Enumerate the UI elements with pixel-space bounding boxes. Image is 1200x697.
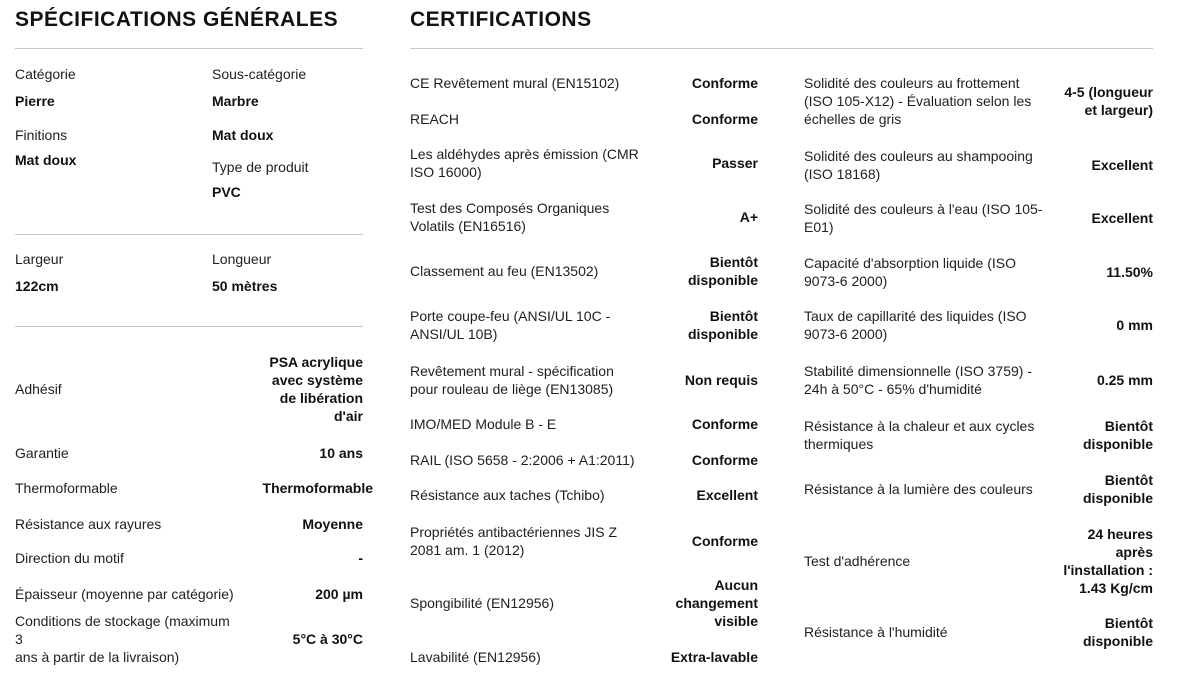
finitions-value: Mat doux xyxy=(15,152,77,168)
general-title: SPÉCIFICATIONS GÉNÉRALES xyxy=(15,8,339,31)
cert-value: Excellent xyxy=(1091,210,1153,226)
cert-value: Bientôt disponible xyxy=(1083,418,1153,452)
certifications-title: CERTIFICATIONS xyxy=(410,8,592,31)
cert-value: Excellent xyxy=(696,487,758,503)
cert-value: Bientôt disponible xyxy=(688,254,758,288)
spec-label: Thermoformable xyxy=(15,480,118,496)
cert-row xyxy=(804,592,1153,672)
cert-value: Passer xyxy=(712,155,758,171)
finitions-value-2: Mat doux xyxy=(212,127,274,143)
cert-label: Solidité des couleurs au shampooing (ISO 18168) xyxy=(804,148,1033,182)
spec-value: 200 µm xyxy=(315,586,363,602)
spec-label: Garantie xyxy=(15,445,69,461)
categorie-label: Catégorie xyxy=(15,66,76,82)
sous-categorie-value: Marbre xyxy=(212,93,259,109)
cert-row xyxy=(410,617,758,697)
cert-value: Conforme xyxy=(691,416,758,432)
spec-row xyxy=(15,599,373,679)
type-value: PVC xyxy=(212,184,241,200)
largeur-label: Largeur xyxy=(15,251,64,267)
finitions-label: Finitions xyxy=(15,127,68,143)
cert-label: Revêtement mural - spécification pour rouleau de liège (EN13085) xyxy=(410,363,614,397)
cert-value: Conforme xyxy=(691,75,758,91)
cert-value: Conforme xyxy=(691,111,758,127)
largeur-value: 122cm xyxy=(15,278,59,294)
cert-value: Bientôt disponible xyxy=(688,308,758,342)
cert-value: Non requis xyxy=(684,372,758,388)
general-title-rule xyxy=(15,48,363,49)
cert-value: Conforme xyxy=(691,533,758,549)
cert-value: Excellent xyxy=(1091,157,1153,173)
cert-row xyxy=(804,521,1153,601)
rule-properties xyxy=(15,326,363,327)
spec-value: - xyxy=(358,550,363,566)
cert-label: Capacité d'absorption liquide (ISO 9073-6 2000) xyxy=(804,255,1017,289)
spec-value: PSA acrylique avec système de libération d'air xyxy=(269,354,363,424)
cert-value: 0 mm xyxy=(1116,317,1153,333)
cert-label: CE Revêtement mural (EN15102) xyxy=(410,75,620,91)
spec-label: Adhésif xyxy=(15,381,62,397)
cert-label: IMO/MED Module B - E xyxy=(410,416,557,432)
spec-value: 5°C à 30°C xyxy=(292,631,363,647)
spec-label: Résistance aux rayures xyxy=(15,516,162,532)
spec-value: Moyenne xyxy=(302,516,363,532)
cert-label: Spongibilité (EN12956) xyxy=(410,595,554,611)
cert-label: Résistance à la lumière des couleurs xyxy=(804,481,1033,497)
spec-label: Conditions de stockage (maximum 3 ans à partir de la livraison) xyxy=(15,613,230,665)
cert-label: REACH xyxy=(410,111,460,127)
rule-dimensions xyxy=(15,234,363,235)
cert-value: 11.50% xyxy=(1106,264,1153,280)
cert-label: RAIL (ISO 5658 - 2:2006 + A1:2011) xyxy=(410,452,635,468)
cert-label: Résistance à la chaleur et aux cycles thermiques xyxy=(804,418,1035,452)
cert-label: Résistance à l'humidité xyxy=(804,624,948,640)
categorie-value: Pierre xyxy=(15,93,55,109)
cert-value: 0.25 mm xyxy=(1096,372,1153,388)
type-label: Type de produit xyxy=(212,159,309,175)
cert-label: Test des Composés Organiques Volatils (EN16516) xyxy=(410,200,610,234)
cert-value: Bientôt disponible xyxy=(1083,472,1153,506)
sous-categorie-label: Sous-catégorie xyxy=(212,66,307,82)
cert-value: 24 heures après l'installation : 1.43 Kg/cm xyxy=(1063,526,1153,596)
longueur-label: Longueur xyxy=(212,251,272,267)
spec-value: Thermoformable xyxy=(262,480,373,496)
cert-value: 4-5 (longueur et largeur) xyxy=(1064,84,1153,118)
cert-row xyxy=(804,449,1153,529)
cert-label: Taux de capillarité des liquides (ISO 9073-6 2000) xyxy=(804,308,1027,342)
cert-label: Solidité des couleurs à l'eau (ISO 105- E01) xyxy=(804,201,1043,235)
cert-label: Solidité des couleurs au frottement (ISO 105-X12) - Évaluation selon les échelles de gris xyxy=(804,75,1032,127)
cert-label: Lavabilité (EN12956) xyxy=(410,649,541,665)
cert-label: Stabilité dimensionnelle (ISO 3759) - 24h à 50°C - 65% d'humidité xyxy=(804,363,1033,397)
cert-label: Test d'adhérence xyxy=(804,553,911,569)
cert-label: Propriétés antibactériennes JIS Z 2081 am. 1 (2012) xyxy=(410,524,617,558)
cert-label: Porte coupe-feu (ANSI/UL 10C - ANSI/UL 10B) xyxy=(410,308,611,342)
cert-label: Résistance aux taches (Tchibo) xyxy=(410,487,605,503)
longueur-value: 50 mètres xyxy=(212,278,278,294)
cert-value: Aucun changement visible xyxy=(675,577,758,629)
cert-label: Les aldéhydes après émission (CMR ISO 16000) xyxy=(410,146,639,180)
cert-label: Classement au feu (EN13502) xyxy=(410,263,599,279)
spec-value: 10 ans xyxy=(319,445,363,461)
spec-label: Épaisseur (moyenne par catégorie) xyxy=(15,586,234,602)
cert-value: Conforme xyxy=(691,452,758,468)
cert-value: Bientôt disponible xyxy=(1083,615,1153,649)
spec-label: Direction du motif xyxy=(15,550,124,566)
cert-value: Extra-lavable xyxy=(670,649,758,665)
cert-value: A+ xyxy=(739,209,758,225)
